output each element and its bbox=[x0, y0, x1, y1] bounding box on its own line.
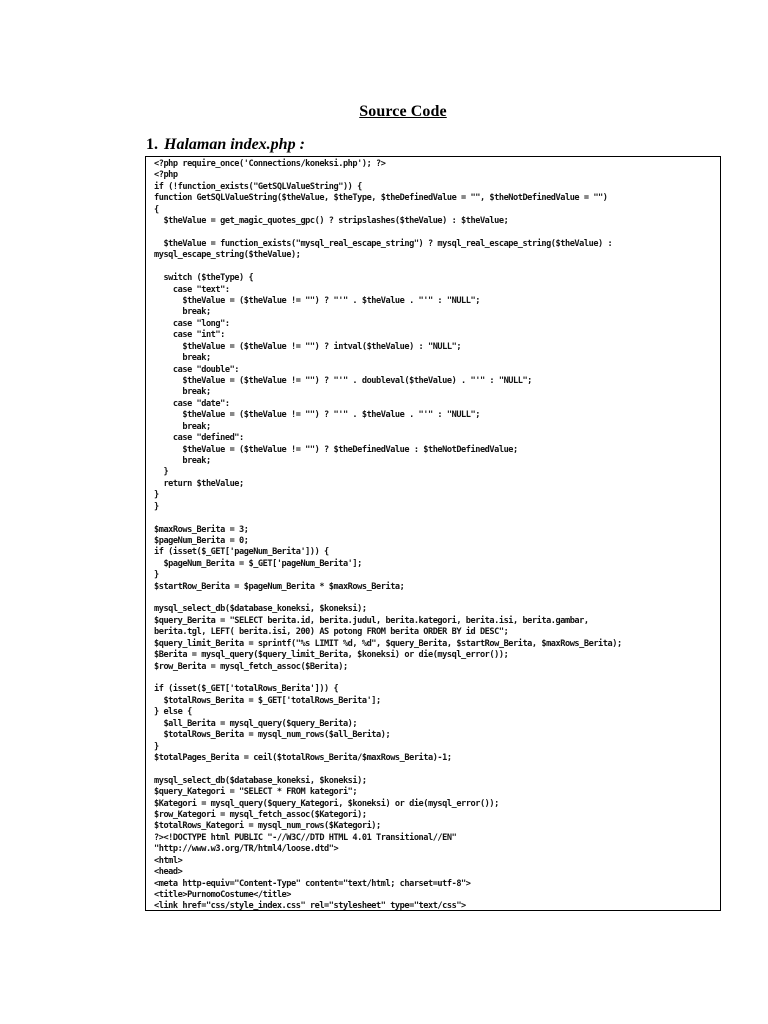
code-line: $totalRows_Kategori = mysql_num_rows($Kategori); bbox=[154, 821, 381, 832]
code-line bbox=[154, 593, 720, 604]
code-line: } bbox=[154, 570, 159, 581]
code-line: ?><!DOCTYPE html PUBLIC "-//W3C//DTD HTML 4.01 Transitional//EN" bbox=[154, 832, 457, 843]
code-line: case "text": bbox=[154, 284, 230, 295]
code-line: break; bbox=[154, 455, 211, 466]
code-line: berita.tgl, LEFT( berita.isi, 200) AS potong FROM berita ORDER BY id DESC"; bbox=[154, 627, 509, 638]
code-line: function GetSQLValueString($theValue, $theType, $theDefinedValue = "", $theNotDefinedValue = "") bbox=[154, 193, 608, 204]
code-line: $query_Kategori = "SELECT * FROM kategori"; bbox=[154, 787, 358, 798]
code-line: } bbox=[154, 741, 159, 752]
code-line: $totalRows_Berita = mysql_num_rows($all_Berita); bbox=[154, 730, 391, 741]
code-line: <title>PurnomoCostume</title> bbox=[154, 890, 291, 900]
code-line: <meta http-equiv="Content-Type" content="text/html; charset=utf-8"> bbox=[154, 878, 471, 889]
code-line: mysql_select_db($database_koneksi, $koneksi); bbox=[154, 775, 367, 786]
code-line: $maxRows_Berita = 3; bbox=[154, 524, 249, 535]
code-line: $pageNum_Berita = $_GET['pageNum_Berita']; bbox=[154, 558, 362, 569]
code-line: } bbox=[154, 490, 159, 501]
code-line: } else { bbox=[154, 707, 192, 718]
code-listing-box bbox=[145, 156, 721, 911]
code-line: break; bbox=[154, 307, 211, 318]
code-line: $theValue = ($theValue != "") ? $theDefinedValue : $theNotDefinedValue; bbox=[154, 444, 518, 455]
code-line: $theValue = function_exists("mysql_real_escape_string") ? mysql_real_escape_string($theValue) : bbox=[154, 238, 613, 249]
code-line bbox=[154, 764, 720, 775]
code-line: break; bbox=[154, 387, 211, 398]
code-line: $Berita = mysql_query($query_limit_Berita, $koneksi) or die(mysql_error()); bbox=[154, 650, 509, 661]
page-title: Source Code bbox=[359, 103, 447, 120]
code-line: $theValue = get_magic_quotes_gpc() ? stripslashes($theValue) : $theValue; bbox=[154, 216, 509, 227]
code-line: return $theValue; bbox=[154, 478, 244, 489]
code-line: case "int": bbox=[154, 330, 225, 341]
code-line: } bbox=[154, 501, 159, 512]
code-line: $totalPages_Berita = ceil($totalRows_Berita/$maxRows_Berita)-1; bbox=[154, 752, 452, 763]
code-line bbox=[154, 228, 720, 239]
code-line: } bbox=[154, 467, 169, 478]
code-line: $Kategori = mysql_query($query_Kategori, $koneksi) or die(mysql_error()); bbox=[154, 798, 499, 809]
code-line: break; bbox=[154, 353, 211, 364]
code-line: $row_Kategori = mysql_fetch_assoc($Kategori); bbox=[154, 810, 367, 821]
code-line: break; bbox=[154, 421, 211, 432]
code-line: $startRow_Berita = $pageNum_Berita * $maxRows_Berita; bbox=[154, 581, 405, 592]
code-line: $query_Berita = "SELECT berita.id, berita.judul, berita.kategori, berita.isi, berita.gambar, bbox=[154, 615, 589, 626]
code-line: case "long": bbox=[154, 318, 230, 329]
code-line: <link href="css/style_index.css" rel="stylesheet" type="text/css"> bbox=[154, 901, 466, 911]
code-line: $theValue = ($theValue != "") ? "'" . $theValue . "'" : "NULL"; bbox=[154, 410, 480, 421]
code-line: $totalRows_Berita = $_GET['totalRows_Berita']; bbox=[154, 695, 381, 706]
code-line: $theValue = ($theValue != "") ? "'" . $theValue . "'" : "NULL"; bbox=[154, 296, 480, 307]
code-line: <?php require_once('Connections/koneksi.php'); ?> bbox=[154, 159, 386, 169]
code-line: if (isset($_GET['totalRows_Berita'])) { bbox=[154, 684, 339, 695]
code-line: if (isset($_GET['pageNum_Berita'])) { bbox=[154, 547, 329, 558]
code-line: mysql_select_db($database_koneksi, $koneksi); bbox=[154, 604, 367, 615]
code-line: $theValue = ($theValue != "") ? intval($theValue) : "NULL"; bbox=[154, 341, 462, 352]
code-line: { bbox=[154, 204, 159, 215]
code-line: <?php bbox=[154, 170, 178, 181]
section-number: 1. bbox=[146, 136, 158, 153]
section-name: Halaman index.php : bbox=[164, 136, 305, 153]
code-line: mysql_escape_string($theValue); bbox=[154, 250, 301, 261]
code-line: <head> bbox=[154, 867, 183, 878]
code-line: $theValue = ($theValue != "") ? "'" . doubleval($theValue) . "'" : "NULL"; bbox=[154, 376, 532, 387]
code-line: <html> bbox=[154, 855, 183, 866]
code-line: "http://www.w3.org/TR/html4/loose.dtd"> bbox=[154, 844, 339, 855]
code-line: $row_Berita = mysql_fetch_assoc($Berita); bbox=[154, 661, 348, 672]
code-line bbox=[154, 513, 720, 524]
code-line bbox=[154, 262, 720, 273]
code-line: $query_limit_Berita = sprintf("%s LIMIT %d, %d", $query_Berita, $startRow_Berita, $maxRows_Berita); bbox=[154, 638, 622, 649]
code-line bbox=[154, 673, 720, 684]
code-line: $pageNum_Berita = 0; bbox=[154, 535, 249, 546]
code-line: case "double": bbox=[154, 364, 240, 375]
code-line: case "date": bbox=[154, 398, 230, 409]
section-heading bbox=[146, 136, 305, 154]
code-line: if (!function_exists("GetSQLValueString")) { bbox=[154, 181, 362, 192]
code-line: switch ($theType) { bbox=[154, 273, 254, 284]
code-line: $all_Berita = mysql_query($query_Berita); bbox=[154, 718, 358, 729]
code-line: case "defined": bbox=[154, 433, 244, 444]
